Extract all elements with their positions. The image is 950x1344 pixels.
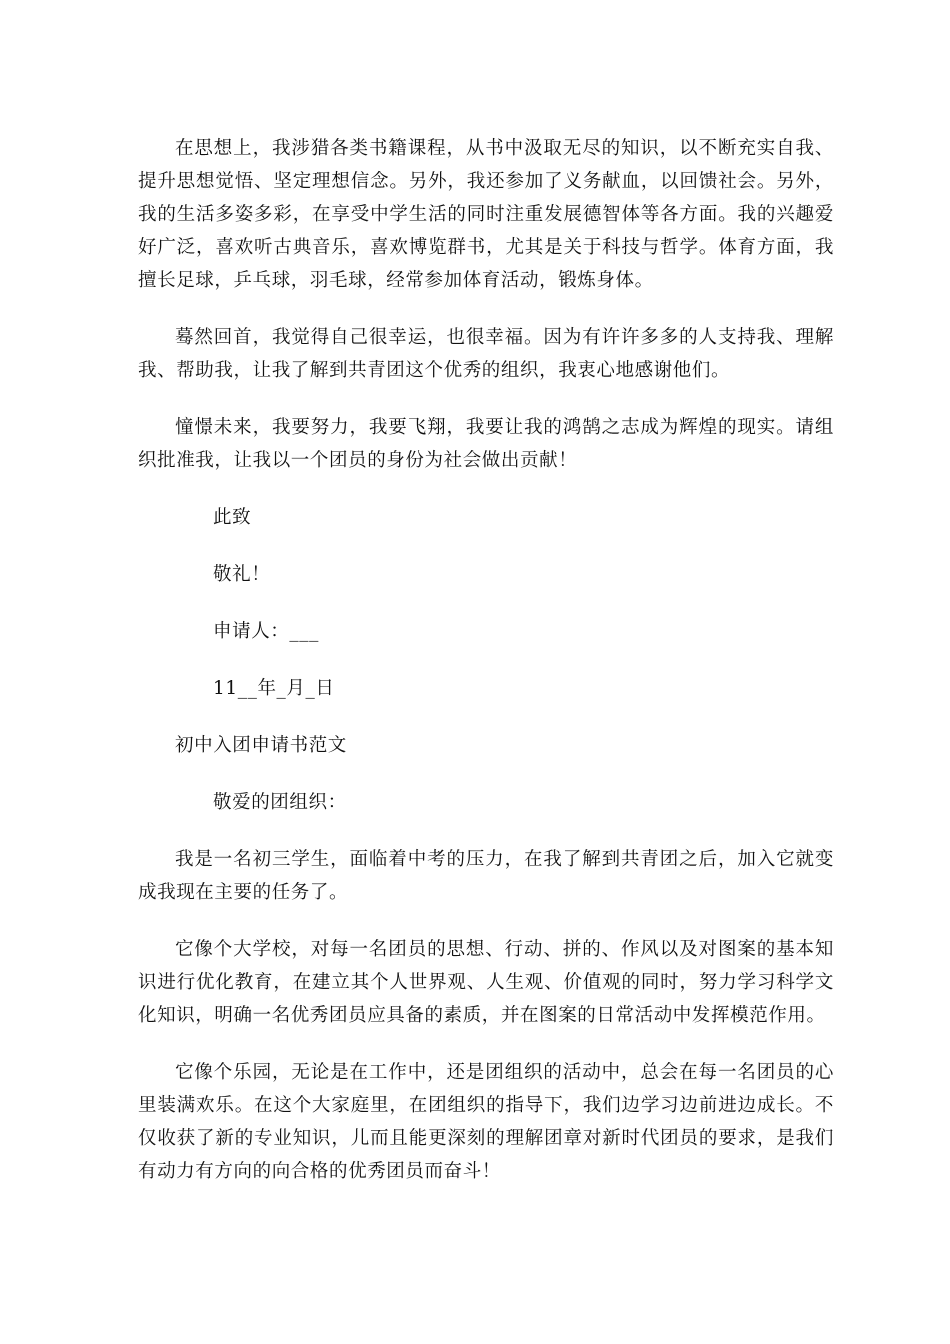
paragraph-gratitude: 蓦然回首，我觉得自己很幸运，也很幸福。因为有许许多多的人支持我、理解我、帮助我，让我了解到共青团这个优秀的组织，我衷心地感谢他们。	[138, 327, 834, 381]
section-title: 初中入团申请书范文	[175, 735, 347, 756]
paragraph-like-a-paradise: 它像个乐园，无论是在工作中，还是团组织的活动中，总会在每一名团员的心里装满欢乐。在这个大家庭里，在团组织的指导下，我们边学习边前进边成长。不仅收获了新的专业知识，儿而且能更深刻的理解团章对新时代团员的要求，是我们有动力有方向的向合格的优秀团员而奋斗！	[138, 1062, 834, 1182]
paragraph-like-a-school: 它像个大学校，对每一名团员的思想、行动、拼的、作风以及对图案的基本知识进行优化教育，在建立其个人世界观、人生观、价值观的同时，努力学习科学文化知识，明确一名优秀团员应具备的素质，并在图案的日常活动中发挥模范作用。	[138, 939, 834, 1026]
paragraph-future-aspiration: 憧憬未来，我要努力，我要飞翔，我要让我的鸿鹄之志成为辉煌的现实。请组织批准我，让我以一个团员的身份为社会做出贡献！	[138, 417, 834, 471]
date-line: 11__年_月_日	[213, 678, 335, 699]
applicant-line: 申请人：___	[213, 621, 319, 642]
paragraph-thought-and-hobbies: 在思想上，我涉猎各类书籍课程，从书中汲取无尽的知识，以不断充实自我、提升思想觉悟、坚定理想信念。另外，我还参加了义务献血，以回馈社会。另外，我的生活多姿多彩，在享受中学生活的同时注重发展德智体等各方面。我的兴趣爱好广泛，喜欢听古典音乐，喜欢博览群书，尤其是关于科技与哲学。体育方面，我擅长足球，乒乓球，羽毛球，经常参加体育活动，锻炼身体。	[138, 138, 834, 291]
document-body	[138, 132, 834, 1188]
paragraph-introduction: 我是一名初三学生，面临着中考的压力，在我了解到共青团之后，加入它就变成我现在主要的任务了。	[138, 849, 834, 903]
closing-jingli: 敬礼！	[213, 564, 271, 585]
closing-cizhi: 此致	[213, 507, 252, 528]
salutation: 敬爱的团组织：	[213, 792, 347, 813]
